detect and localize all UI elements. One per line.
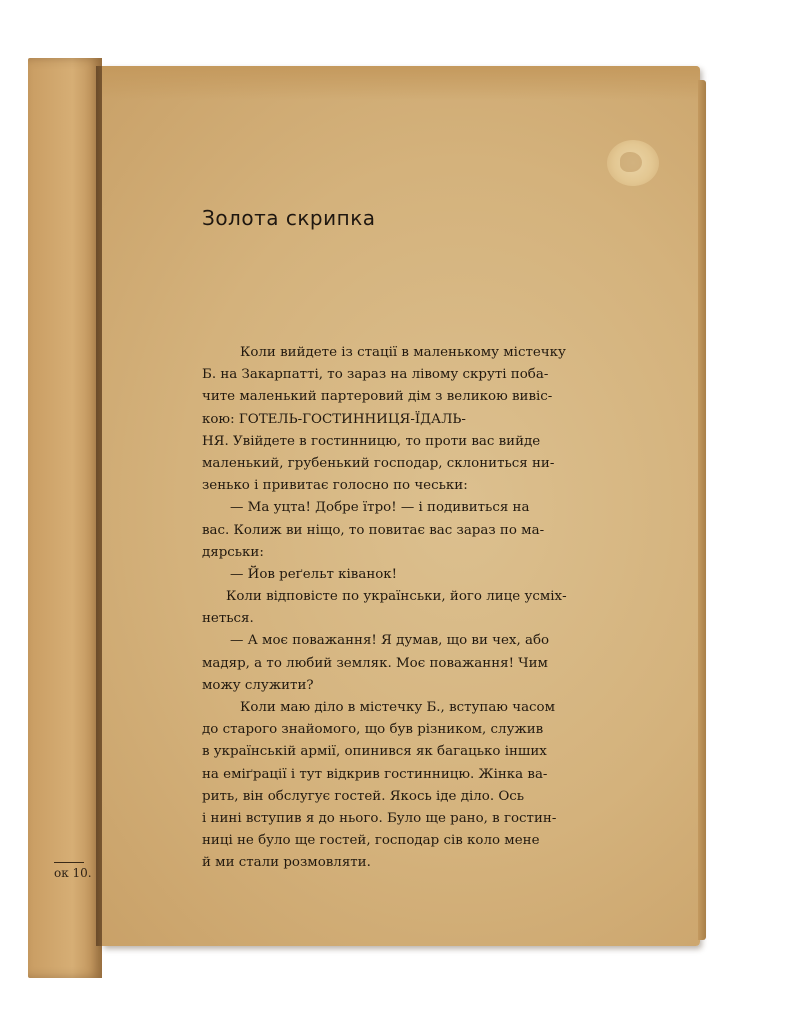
text-line: Коли маю діло в містечку Б., вступаю часом xyxy=(240,700,556,715)
text-line: дярськи: xyxy=(202,544,264,560)
page-wear xyxy=(102,66,700,100)
page-edge xyxy=(698,80,706,940)
text-line: — Ма уцта! Добре їтро! — і подивиться на xyxy=(230,500,530,516)
page-title: Золота скрипка xyxy=(202,206,376,230)
text-line: зенько і привитає голосно по чеськи: xyxy=(202,478,468,494)
left-page-footer: ок 10. xyxy=(54,866,92,880)
text-line: й ми стали розмовляти. xyxy=(202,855,371,871)
text-line: чите маленький партеровий дім з великою вивіс- xyxy=(202,389,553,405)
text-line: мадяр, а то любий земляк. Моє поважання! Чим xyxy=(202,655,548,671)
text-line: Коли вийдете із стації в маленькому містечку xyxy=(240,345,566,360)
text-line: кою: ГОТЕЛЬ-ГОСТИННИЦЯ-ЇДАЛЬ- xyxy=(202,411,466,427)
text-line: — Йов реґельт ківанок! xyxy=(230,566,398,582)
text-line: рить, він обслугує гостей. Якось іде діло. Ось xyxy=(202,788,525,804)
text-line: — А моє поважання! Я думав, що ви чех, або xyxy=(230,633,550,649)
text-line: Б. на Закарпатті, то зараз на лівому скруті поба- xyxy=(202,367,549,383)
left-page xyxy=(28,58,102,978)
text-line: до старого знайомого, що був різником, служив xyxy=(202,722,544,738)
footnote-rule xyxy=(54,862,84,863)
text-line: в українській армії, опинився як багацько інших xyxy=(202,744,547,760)
right-page xyxy=(102,66,700,946)
text-line: ниці не було ще гостей, господар сів коло мене xyxy=(202,833,540,849)
text-line: і нині вступив я до нього. Було ще рано, в гостин- xyxy=(202,810,557,826)
text-line: вас. Колиж ви ніщо, то повитає вас зараз по ма- xyxy=(202,522,545,538)
text-line: маленький, грубенький господар, склониться ни- xyxy=(202,455,555,471)
text-line: НЯ. Увійдете в гостинницю, то проти вас вийде xyxy=(202,433,541,449)
body-text xyxy=(202,342,582,875)
text-line: на еміґрації і тут відкрив гостинницю. Жінка ва- xyxy=(202,766,548,782)
water-stain-core xyxy=(620,152,642,172)
text-line: неться. xyxy=(202,611,254,627)
text-line: можу служити? xyxy=(202,677,314,693)
text-line: Коли відповісте по українськи, його лице усміх- xyxy=(226,589,567,605)
